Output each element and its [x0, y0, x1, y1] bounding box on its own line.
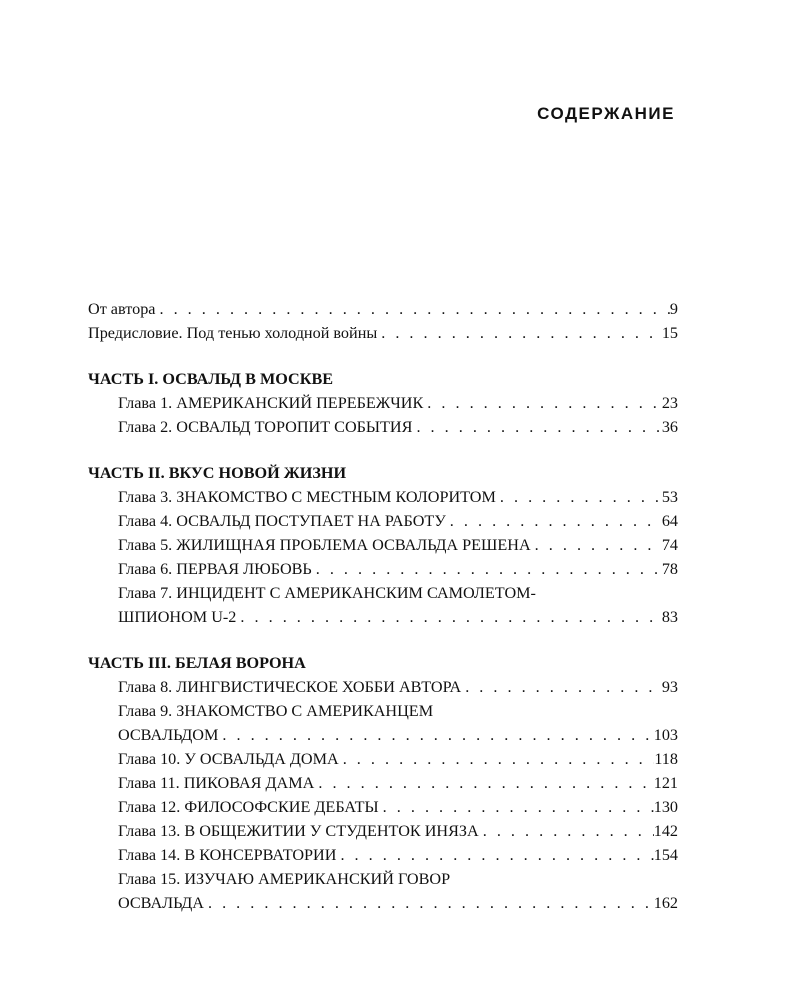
entry-title: Глава 2. ОСВАЛЬД ТОРОПИТ СОБЫТИЯ: [118, 418, 413, 436]
toc-chapter-10[interactable]: [88, 747, 678, 771]
toc-chapter-13[interactable]: [88, 819, 678, 843]
toc-chapter-15-continued[interactable]: [88, 891, 678, 915]
toc-chapter-15[interactable]: [88, 867, 678, 891]
toc-part-1-title[interactable]: ЧАСТЬ I. ОСВАЛЬД В МОСКВЕ: [88, 370, 334, 388]
entry-title: Глава 5. ЖИЛИЩНАЯ ПРОБЛЕМА ОСВАЛЬДА РЕШЕНА: [118, 536, 531, 554]
toc-chapter-3[interactable]: [88, 485, 678, 509]
toc-chapter-1[interactable]: [88, 391, 678, 415]
page-number: 36: [661, 418, 678, 436]
page-number: 154: [653, 846, 678, 864]
dot-leader: [336, 843, 653, 867]
dot-leader: [236, 605, 661, 629]
entry-title: Глава 15. ИЗУЧАЮ АМЕРИКАНСКИЙ ГОВОР: [118, 870, 451, 888]
toc-chapter-7[interactable]: [88, 581, 678, 605]
toc-entry-preface[interactable]: [88, 321, 678, 345]
entry-title: Глава 8. ЛИНГВИСТИЧЕСКОЕ ХОББИ АВТОРА: [118, 678, 462, 696]
dot-leader: [204, 891, 654, 915]
page-number: 23: [661, 394, 678, 412]
page-number: 142: [653, 822, 678, 840]
page-number: 118: [654, 750, 678, 768]
entry-title: Глава 6. ПЕРВАЯ ЛЮБОВЬ: [118, 560, 312, 578]
dot-leader: [314, 771, 653, 795]
page-number: 162: [653, 894, 678, 912]
dot-leader: [479, 819, 654, 843]
toc-chapter-6[interactable]: [88, 557, 678, 581]
entry-title: Глава 3. ЗНАКОМСТВО С МЕСТНЫМ КОЛОРИТОМ: [118, 488, 496, 506]
page-title: СОДЕРЖАНИЕ: [537, 104, 675, 123]
dot-leader: [412, 415, 661, 439]
entry-title: Глава 12. ФИЛОСОФСКИЕ ДЕБАТЫ: [118, 798, 379, 816]
toc-chapter-4[interactable]: [88, 509, 678, 533]
page-number: 121: [653, 774, 678, 792]
page-number: 74: [661, 536, 678, 554]
toc-chapter-5[interactable]: [88, 533, 678, 557]
entry-title: Глава 13. В ОБЩЕЖИТИИ У СТУДЕНТОК ИНЯЗА: [118, 822, 479, 840]
page-number: 93: [661, 678, 678, 696]
toc-chapter-2[interactable]: [88, 415, 678, 439]
entry-title: От автора: [88, 300, 156, 318]
toc-chapter-12[interactable]: [88, 795, 678, 819]
table-of-contents: [88, 297, 678, 915]
entry-title: Глава 14. В КОНСЕРВАТОРИИ: [118, 846, 337, 864]
entry-title-continued: ОСВАЛЬДА: [118, 894, 204, 912]
toc-chapter-11[interactable]: [88, 771, 678, 795]
dot-leader: [496, 485, 662, 509]
dot-leader: [377, 321, 662, 345]
dot-leader: [379, 795, 654, 819]
dot-leader: [339, 747, 655, 771]
page-number: 15: [661, 324, 678, 342]
dot-leader: [461, 675, 662, 699]
dot-leader: [531, 533, 662, 557]
page-number: 83: [661, 608, 678, 626]
page-number: 9: [669, 300, 678, 318]
toc-chapter-7-continued[interactable]: [88, 605, 678, 629]
entry-title: Глава 10. У ОСВАЛЬДА ДОМА: [118, 750, 339, 768]
dot-leader: [155, 297, 669, 321]
dot-leader: [446, 509, 662, 533]
toc-part-3-title[interactable]: ЧАСТЬ III. БЕЛАЯ ВОРОНА: [88, 654, 306, 672]
entry-title: Глава 1. АМЕРИКАНСКИЙ ПЕРЕБЕЖЧИК: [118, 394, 424, 412]
entry-title: Глава 7. ИНЦИДЕНТ С АМЕРИКАНСКИМ САМОЛЕТОМ-: [118, 584, 536, 602]
page-number: 53: [661, 488, 678, 506]
entry-title: Предисловие. Под тенью холодной войны: [88, 324, 378, 342]
dot-leader: [312, 557, 662, 581]
entry-title-continued: ОСВАЛЬДОМ: [118, 726, 219, 744]
page-number: 130: [653, 798, 678, 816]
page-number: 78: [661, 560, 678, 578]
entry-title: Глава 4. ОСВАЛЬД ПОСТУПАЕТ НА РАБОТУ: [118, 512, 446, 530]
entry-title: Глава 9. ЗНАКОМСТВО С АМЕРИКАНЦЕМ: [118, 702, 434, 720]
page-number: 103: [653, 726, 678, 744]
toc-chapter-14[interactable]: [88, 843, 678, 867]
toc-entry-from-author[interactable]: [88, 297, 678, 321]
page-number: 64: [661, 512, 678, 530]
entry-title: Глава 11. ПИКОВАЯ ДАМА: [118, 774, 315, 792]
toc-chapter-9-continued[interactable]: [88, 723, 678, 747]
dot-leader: [423, 391, 662, 415]
toc-chapter-9[interactable]: [88, 699, 678, 723]
toc-chapter-8[interactable]: [88, 675, 678, 699]
toc-part-2-title[interactable]: ЧАСТЬ II. ВКУС НОВОЙ ЖИЗНИ: [88, 464, 347, 482]
dot-leader: [218, 723, 653, 747]
entry-title-continued: ШПИОНОМ U-2: [118, 608, 237, 626]
